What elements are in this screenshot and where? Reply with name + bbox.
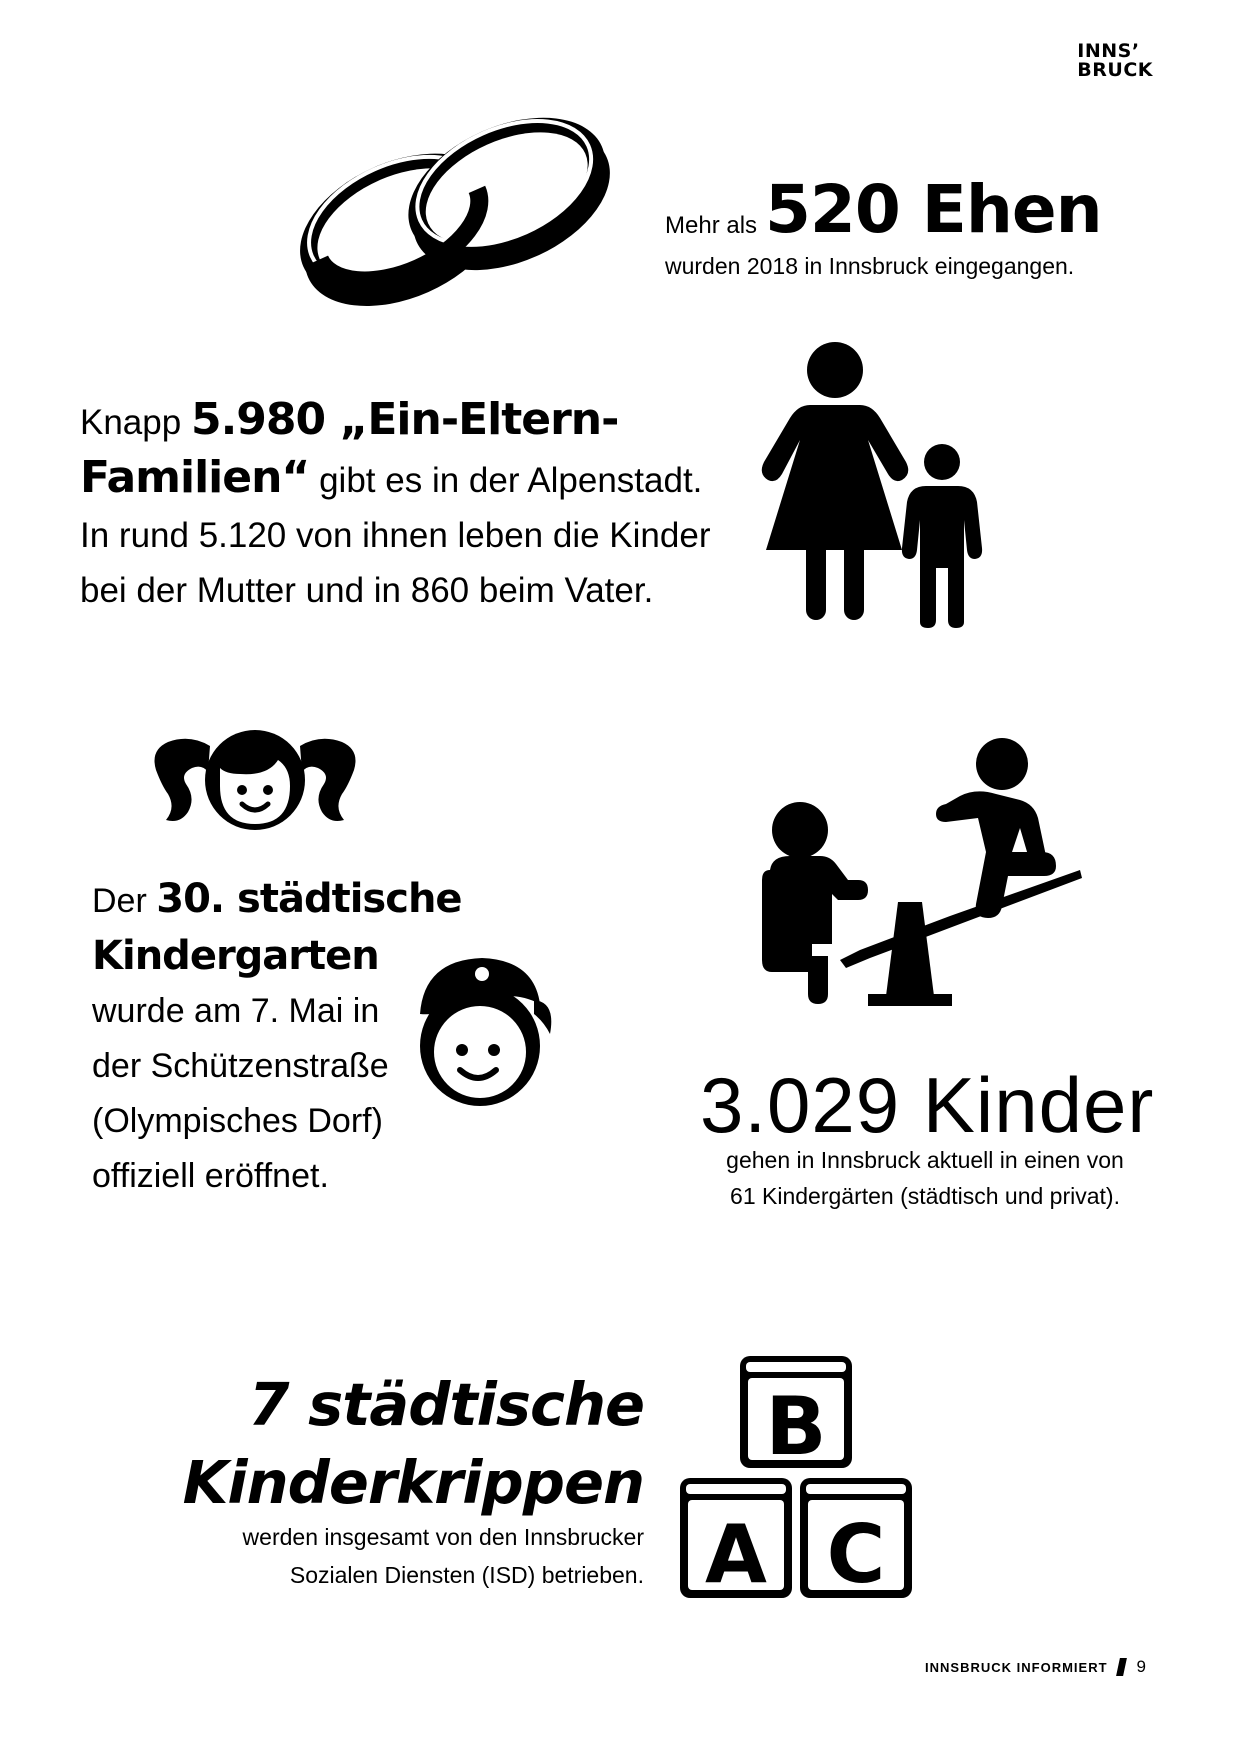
nurseries-title-line-1: 7 städtische	[248, 1370, 644, 1439]
children-highlight: 3.029 Kinder	[700, 1061, 1155, 1149]
nurseries-sub-line-1: werden insgesamt von den Innsbrucker	[242, 1524, 644, 1550]
kindergarten-prefix: Der	[92, 882, 147, 920]
logo-line-1: INNS’	[1077, 40, 1140, 62]
abc-blocks-icon	[676, 1350, 916, 1604]
seesaw-icon	[750, 740, 1090, 1030]
kindergarten-line-6: offiziell eröffnet.	[92, 1157, 329, 1195]
single-parents-line-3: In rund 5.120 von ihnen leben die Kinder	[80, 516, 711, 555]
wedding-rings-icon	[300, 118, 630, 318]
girl-face-icon	[150, 728, 360, 828]
marriages-prefix: Mehr als	[665, 212, 758, 239]
kindergarten-highlight-2: Kindergarten	[92, 933, 379, 979]
children-subtitle	[690, 1142, 1160, 1214]
children-sub-line-2: 61 Kindergärten (städtisch und privat).	[730, 1183, 1120, 1209]
single-parents-text	[80, 392, 760, 618]
single-parents-highlight-2: Familien“	[80, 452, 310, 503]
single-parents-highlight-1: 5.980 „Ein-Eltern-	[190, 394, 619, 445]
nurseries-subtitle	[243, 1518, 644, 1594]
marriages-subtitle: wurden 2018 in Innsbruck eingegangen.	[665, 253, 1075, 279]
nurseries-sub-line-2: Sozialen Diensten (ISD) betrieben.	[289, 1562, 644, 1588]
block-c-letter: C	[826, 1508, 886, 1601]
kindergarten-line-3: wurde am 7. Mai in	[92, 992, 380, 1030]
page-footer	[925, 1657, 1147, 1677]
kindergarten-line-5: (Olympisches Dorf)	[92, 1102, 383, 1140]
kindergarten-highlight-1: 30. städtische	[156, 876, 462, 922]
innsbruck-logo	[1077, 42, 1153, 80]
single-parents-prefix: Knapp	[80, 403, 182, 442]
children-sub-line-1: gehen in Innsbruck aktuell in einen von	[726, 1147, 1124, 1173]
block-a-letter: A	[705, 1508, 767, 1601]
boy-face-icon	[410, 942, 560, 1112]
mother-child-icon	[730, 340, 990, 625]
kindergarten-line-4: der Schützenstraße	[92, 1047, 389, 1085]
block-b-letter: B	[765, 1380, 827, 1473]
nurseries-title	[183, 1366, 644, 1522]
footer-divider	[1116, 1658, 1127, 1676]
nurseries-title-line-2: Kinderkrippen	[182, 1448, 644, 1517]
single-parents-line-4: bei der Mutter und in 860 beim Vater.	[80, 571, 654, 610]
footer-label: INNSBRUCK INFORMIERT	[925, 1660, 1108, 1675]
marriages-highlight: 520 Ehen	[765, 171, 1102, 248]
single-parents-suffix: gibt es in der Alpenstadt.	[319, 461, 703, 500]
logo-line-2: BRUCK	[1077, 59, 1153, 81]
page-number: 9	[1136, 1657, 1147, 1676]
